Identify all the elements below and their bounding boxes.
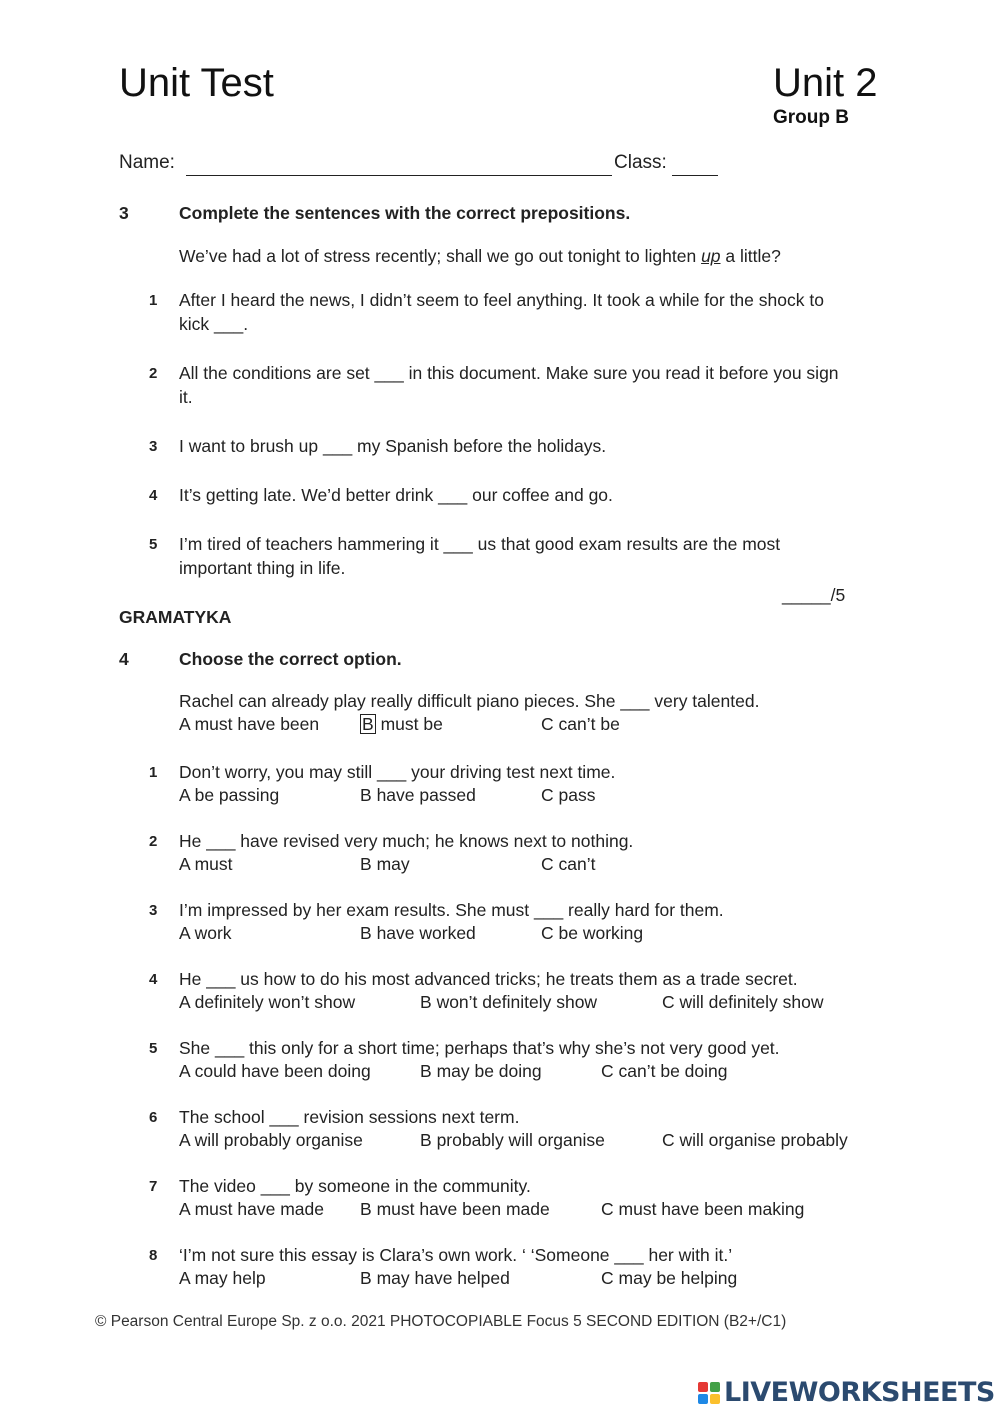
item-number: 3	[149, 902, 158, 919]
option-c[interactable]: C can’t be doing	[601, 1061, 728, 1081]
option-a[interactable]: A may help	[179, 1268, 266, 1288]
option-c: C can’t be	[541, 714, 620, 734]
option-b[interactable]: B must have been made	[360, 1199, 550, 1219]
grammar-heading: GRAMATYKA	[119, 607, 232, 627]
sentence-line: After I heard the news, I didn’t seem to feel anything. It took a while for the shock to	[179, 290, 824, 310]
example-question: Rachel can already play really difficult piano pieces. She ___ very talented.	[179, 691, 760, 711]
question: He ___ have revised very much; he knows next to nothing.	[179, 831, 634, 851]
sentence-line: It’s getting late. We’d better drink ___ our coffee and go.	[179, 485, 613, 505]
liveworksheets-icon	[698, 1382, 720, 1404]
item-number: 2	[149, 833, 158, 850]
question: ‘I’m not sure this essay is Clara’s own work. ‘ ‘Someone ___ her with it.’	[179, 1245, 733, 1265]
liveworksheets-text: LIVEWORKSHEETS	[724, 1377, 995, 1408]
option-c[interactable]: C must have been making	[601, 1199, 805, 1219]
option-c[interactable]: C can’t	[541, 854, 596, 874]
option-a[interactable]: A could have been doing	[179, 1061, 371, 1081]
option-b[interactable]: B may be doing	[420, 1061, 542, 1081]
option-b[interactable]: B may	[360, 854, 410, 874]
option-c[interactable]: C pass	[541, 785, 596, 805]
item-number: 4	[149, 487, 158, 504]
exercise-4-instruction: Choose the correct option.	[179, 649, 402, 669]
option-a[interactable]: A will probably organise	[179, 1130, 363, 1150]
item-number: 4	[149, 971, 158, 988]
score-3: _____/5	[782, 585, 846, 605]
option-a[interactable]: A must	[179, 854, 233, 874]
logo-square	[710, 1394, 720, 1404]
group-label: Group B	[773, 107, 849, 128]
option-c[interactable]: C will organise probably	[662, 1130, 848, 1150]
logo-square	[698, 1394, 708, 1404]
option-b[interactable]: B may have helped	[360, 1268, 510, 1288]
question: The video ___ by someone in the community.	[179, 1176, 531, 1196]
option-b[interactable]: B have passed	[360, 785, 476, 805]
exercise-3-instruction: Complete the sentences with the correct prepositions.	[179, 203, 631, 223]
item-number: 6	[149, 1109, 158, 1126]
option-b[interactable]: B probably will organise	[420, 1130, 605, 1150]
question: He ___ us how to do his most advanced tricks; he treats them as a trade secret.	[179, 969, 798, 989]
item-number: 5	[149, 536, 158, 553]
sentence-line: it.	[179, 387, 193, 407]
sentence-line: I want to brush up ___ my Spanish before the holidays.	[179, 436, 607, 456]
option-a[interactable]: A work	[179, 923, 232, 943]
option-a: A must have been	[179, 714, 320, 734]
question: Don’t worry, you may still ___ your driving test next time.	[179, 762, 616, 782]
option-b[interactable]: B won’t definitely show	[420, 992, 598, 1012]
name-label: Name:	[119, 152, 175, 173]
liveworksheets-logo[interactable]	[698, 1377, 995, 1408]
sentence-line: I’m tired of teachers hammering it ___ us that good exam results are the most	[179, 534, 781, 554]
sentence-line: kick ___.	[179, 314, 249, 334]
exercise-number-4: 4	[119, 649, 129, 669]
item-number: 5	[149, 1040, 158, 1057]
unit-label: Unit 2	[773, 61, 878, 105]
item-number: 1	[149, 292, 158, 309]
exercise-number-3: 3	[119, 203, 129, 223]
logo-square	[710, 1382, 720, 1392]
option-a[interactable]: A must have made	[179, 1199, 324, 1219]
option-c[interactable]: C be working	[541, 923, 644, 943]
item-number: 7	[149, 1178, 158, 1195]
name-field[interactable]	[186, 155, 612, 176]
item-number: 1	[149, 764, 158, 781]
logo-square	[698, 1382, 708, 1392]
class-field[interactable]	[672, 155, 718, 176]
option-b-selected: B must be	[362, 714, 443, 734]
option-a[interactable]: A be passing	[179, 785, 280, 805]
question: The school ___ revision sessions next term.	[179, 1107, 520, 1127]
copyright-footer: © Pearson Central Europe Sp. z o.o. 2021 PHOTOCOPIABLE Focus 5 SECOND EDITION (B2+/C1)	[95, 1313, 787, 1330]
question: I’m impressed by her exam results. She must ___ really hard for them.	[179, 900, 724, 920]
exercise-3-example: We’ve had a lot of stress recently; shall we go out tonight to lighten up a little?	[179, 246, 781, 266]
class-label: Class:	[614, 152, 667, 173]
example-answer: up	[701, 246, 721, 266]
item-number: 2	[149, 365, 158, 382]
page-title: Unit Test	[119, 61, 274, 105]
item-number: 8	[149, 1247, 158, 1264]
option-b[interactable]: B have worked	[360, 923, 476, 943]
option-a[interactable]: A definitely won’t show	[179, 992, 356, 1012]
question: She ___ this only for a short time; perhaps that’s why she’s not very good yet.	[179, 1038, 780, 1058]
selected-letter-box: B	[362, 714, 374, 734]
sentence-line: All the conditions are set ___ in this document. Make sure you read it before you sign	[179, 363, 839, 383]
item-number: 3	[149, 438, 158, 455]
option-c[interactable]: C may be helping	[601, 1268, 738, 1288]
option-c[interactable]: C will definitely show	[662, 992, 824, 1012]
sentence-line: important thing in life.	[179, 558, 346, 578]
